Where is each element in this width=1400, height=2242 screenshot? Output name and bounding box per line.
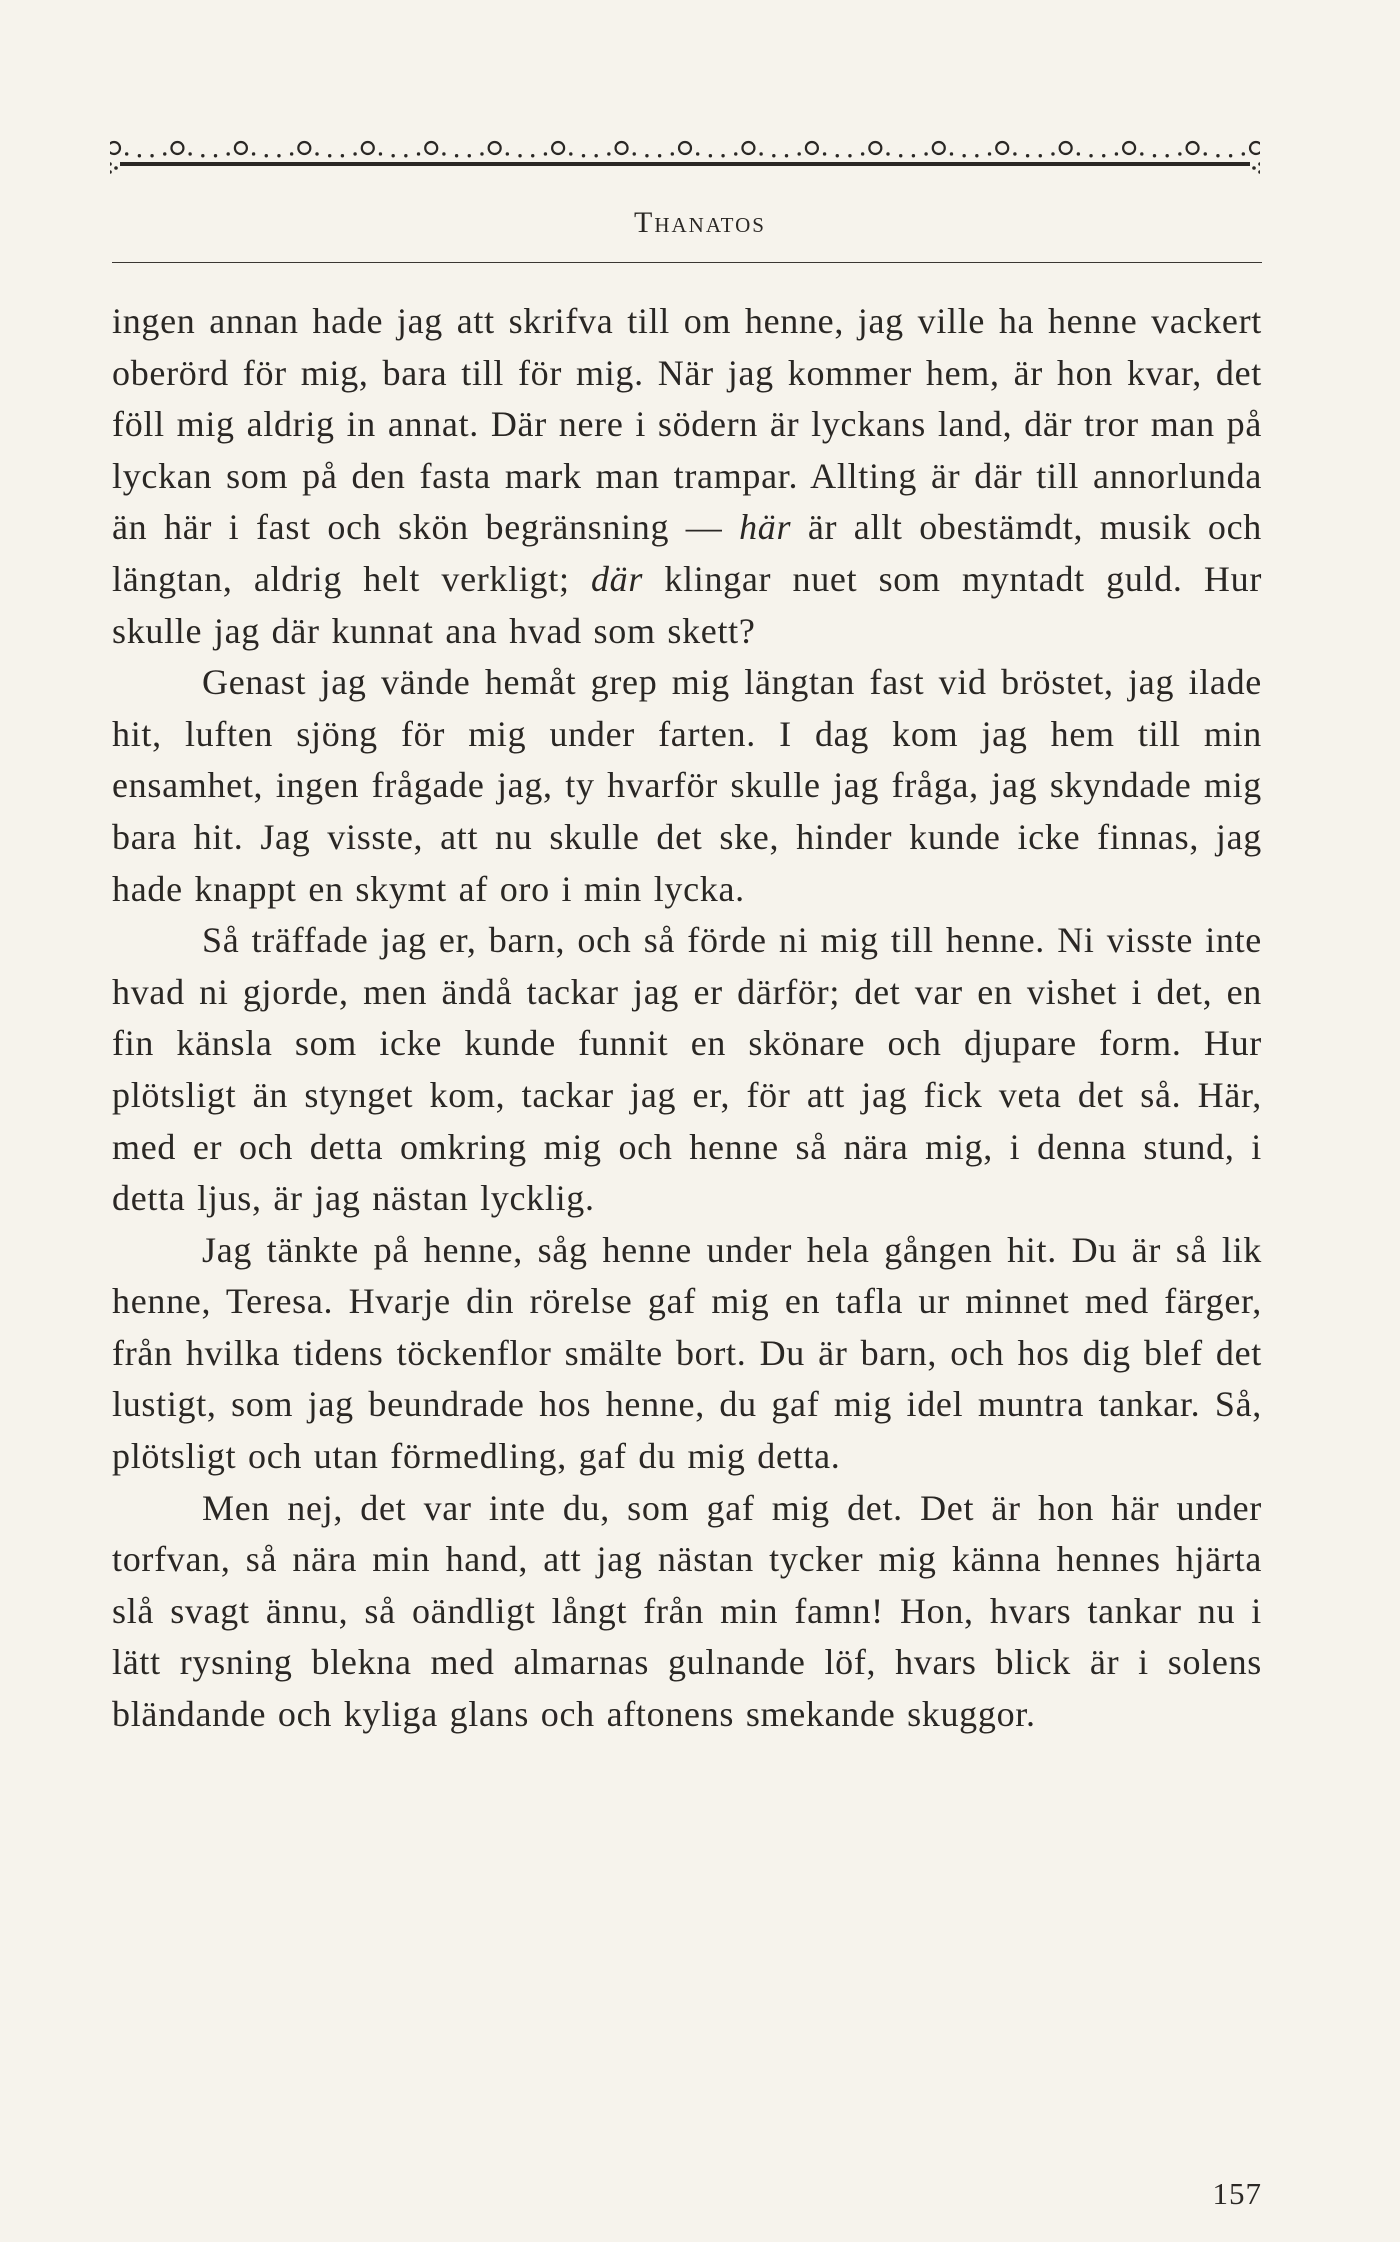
ornament-ring bbox=[869, 142, 881, 154]
ornament-corner-dot bbox=[1252, 166, 1256, 170]
ornament-dot bbox=[798, 152, 801, 155]
ornament-dot bbox=[836, 154, 839, 157]
ornament-dot bbox=[1026, 154, 1029, 157]
text-run: Jag tänkte på henne, såg henne under hela gången hit. Du är så lik henne, Teresa. Hvarje din rörelse gaf mig en tafla ur minnet med färger, från hvilka tidens töckenflor smälte bort. Du är barn, och hos dig blef det lustigt, som jag beundrade hos henne, du gaf mig idel muntra tankar. Så, plötsligt och utan förmedling, gaf du mig detta. bbox=[112, 1229, 1262, 1477]
ornament-dot bbox=[734, 152, 737, 155]
ornament-dot bbox=[227, 152, 230, 155]
paragraph bbox=[112, 296, 1262, 657]
paragraph bbox=[112, 1225, 1262, 1483]
ornament-ring bbox=[298, 142, 310, 154]
ornament-dot bbox=[1204, 152, 1207, 155]
paragraph bbox=[112, 915, 1262, 1225]
ornament-dot bbox=[480, 152, 483, 155]
ornament-dot bbox=[201, 154, 204, 157]
ornament-ring bbox=[996, 142, 1008, 154]
ornament-ring bbox=[1123, 142, 1135, 154]
ornament-ring bbox=[679, 142, 691, 154]
text-run: ingen annan hade jag att skrifva till om henne, jag ville ha henne vackert oberörd för mig, bara till för mig. När jag kommer hem, är hon kvar, det föll mig aldrig in annat. Där nere i södern är lyckans land, där tror man på lyckan som på den fasta mark man trampar. Allting är där till annorlunda än här i fast och skön begränsning — bbox=[112, 301, 1262, 548]
ornament-dot bbox=[328, 154, 331, 157]
ornament-dot bbox=[772, 154, 775, 157]
text-run: är allt obestämdt, musik och längtan, aldrig helt verkligt; bbox=[112, 507, 1263, 599]
ornament-dot bbox=[950, 152, 953, 155]
ornament-dot bbox=[315, 152, 318, 155]
ornament-corner-dot bbox=[110, 162, 112, 166]
ornament-dot bbox=[442, 152, 445, 155]
ornament-dot bbox=[1216, 154, 1219, 157]
page-number: 157 bbox=[1212, 2176, 1262, 2211]
ornament-dot bbox=[899, 154, 902, 157]
ornament-dot bbox=[150, 154, 153, 157]
ornament-corner-dot bbox=[110, 170, 112, 174]
ornament-dot bbox=[912, 154, 915, 157]
body-text bbox=[112, 296, 1262, 1741]
ornament-dot bbox=[341, 154, 344, 157]
ornament-dot bbox=[1089, 154, 1092, 157]
ornament-dot bbox=[759, 152, 762, 155]
ornament-dot bbox=[1102, 154, 1105, 157]
ornament-dot bbox=[138, 154, 141, 157]
ornament-ring bbox=[171, 142, 183, 154]
ornament-dot bbox=[1140, 152, 1143, 155]
ornament-dot bbox=[633, 152, 636, 155]
ornament-dot bbox=[277, 154, 280, 157]
ornament-dot bbox=[353, 152, 356, 155]
ornament-ring bbox=[742, 142, 754, 154]
ornament-dot bbox=[924, 152, 927, 155]
ornament-ring bbox=[933, 142, 945, 154]
ornament-dot bbox=[569, 152, 572, 155]
ornament-dot bbox=[188, 152, 191, 155]
ornament-dot bbox=[1153, 154, 1156, 157]
ornament-dot bbox=[785, 154, 788, 157]
ornament-dot bbox=[1242, 152, 1245, 155]
ornament-dot bbox=[988, 152, 991, 155]
text-run: Så träffade jag er, barn, och så förde ni mig till henne. Ni visste inte hvad ni gjorde, men ändå tackar jag er därför; det var en vishet i det, en fin känsla som icke kunde funnit en skönare och djupare form. Hur plötsligt än stynget kom, tackar jag er, för att jag fick veta det så. Här, med er och detta omkring mig och henne så nära mig, i denna stund, i detta ljus, är jag nästan lycklig. bbox=[112, 920, 1262, 1219]
ornament-dot bbox=[506, 152, 509, 155]
ornament-dot bbox=[391, 154, 394, 157]
italic-emphasis: här bbox=[739, 507, 792, 548]
ornament-dot bbox=[455, 154, 458, 157]
ornament-dot bbox=[544, 152, 547, 155]
ornament-ring bbox=[362, 142, 374, 154]
text-run: Men nej, det var inte du, som gaf mig det. Det är hon här under torfvan, så nära min hand, att jag nästan tycker mig känna hennes hjärta slå svagt ännu, så oändligt långt från min famn! Hon, hvars tankar nu i lätt rysning blekna med almarnas gulnande löf, hvars blick är i solens bländande och kyliga glans och aftonens smekande skuggor. bbox=[112, 1487, 1262, 1735]
ornament-ring bbox=[1060, 142, 1072, 154]
ornament-dot bbox=[417, 152, 420, 155]
ornament-ring bbox=[552, 142, 564, 154]
ornament-dot bbox=[645, 154, 648, 157]
ornament-dot bbox=[1013, 152, 1016, 155]
ornament-ring bbox=[110, 142, 120, 154]
ornament-dot bbox=[721, 154, 724, 157]
ornament-dot bbox=[468, 154, 471, 157]
ornament-dot bbox=[214, 154, 217, 157]
ornament-rule bbox=[120, 162, 1250, 166]
ornament-ring bbox=[616, 142, 628, 154]
ornament-dot bbox=[823, 152, 826, 155]
running-header-title: Thanatos bbox=[634, 206, 766, 239]
ornament-dot bbox=[531, 154, 534, 157]
ornament-dot bbox=[582, 154, 585, 157]
ornament-dot bbox=[1077, 152, 1080, 155]
ornament-dot bbox=[163, 152, 166, 155]
ornament-dot bbox=[975, 154, 978, 157]
ornament-dot bbox=[696, 152, 699, 155]
ornament-dot bbox=[594, 154, 597, 157]
ornament-dot bbox=[1115, 152, 1118, 155]
text-run: Genast jag vände hemåt grep mig längtan fast vid bröstet, jag ilade hit, luften sjöng för mig under farten. I dag kom jag hem till min ensamhet, ingen frågade jag, ty hvarför skulle jag fråga, jag skyndade mig bara hit. Jag visste, att nu skulle det ske, hinder kunde icke finnas, jag hade knappt en skymt af oro i min lycka. bbox=[112, 662, 1262, 909]
ornament-dot bbox=[848, 154, 851, 157]
ornament-dot bbox=[1229, 154, 1232, 157]
ornament-dot bbox=[1051, 152, 1054, 155]
ornament-dot bbox=[125, 152, 128, 155]
ornament-dot bbox=[1165, 154, 1168, 157]
ornament-dot bbox=[709, 154, 712, 157]
ornament-dot bbox=[379, 152, 382, 155]
ornament-ring bbox=[235, 142, 247, 154]
ornament-dot bbox=[962, 154, 965, 157]
ornament-ring bbox=[1187, 142, 1199, 154]
header-rule bbox=[112, 262, 1262, 263]
ornament-ring bbox=[425, 142, 437, 154]
ornament-corner-dot bbox=[1258, 170, 1260, 174]
ornament-dot bbox=[265, 154, 268, 157]
italic-emphasis: där bbox=[590, 558, 644, 599]
ornament-dot bbox=[404, 154, 407, 157]
ornament-dot bbox=[886, 152, 889, 155]
paragraph bbox=[112, 657, 1262, 915]
ornament-dot bbox=[1178, 152, 1181, 155]
ornament-ring bbox=[1250, 142, 1260, 154]
ornament-ring bbox=[806, 142, 818, 154]
dotted-chain-border-icon bbox=[110, 118, 1260, 198]
text-run: klingar nuet som myntadt guld. Hur skulle jag där kunnat ana hvad som skett? bbox=[112, 558, 1263, 651]
ornament-dot bbox=[671, 152, 674, 155]
ornament-dot bbox=[518, 154, 521, 157]
ornament-dot bbox=[861, 152, 864, 155]
ornament-dot bbox=[290, 152, 293, 155]
ornament-ring bbox=[489, 142, 501, 154]
ornament-dot bbox=[1039, 154, 1042, 157]
ornament-corner-dot bbox=[1258, 162, 1260, 166]
paragraph bbox=[112, 1483, 1262, 1741]
ornament-dot bbox=[607, 152, 610, 155]
ornament-corner-dot bbox=[114, 166, 118, 170]
ornament-dot bbox=[252, 152, 255, 155]
ornament-dot bbox=[658, 154, 661, 157]
